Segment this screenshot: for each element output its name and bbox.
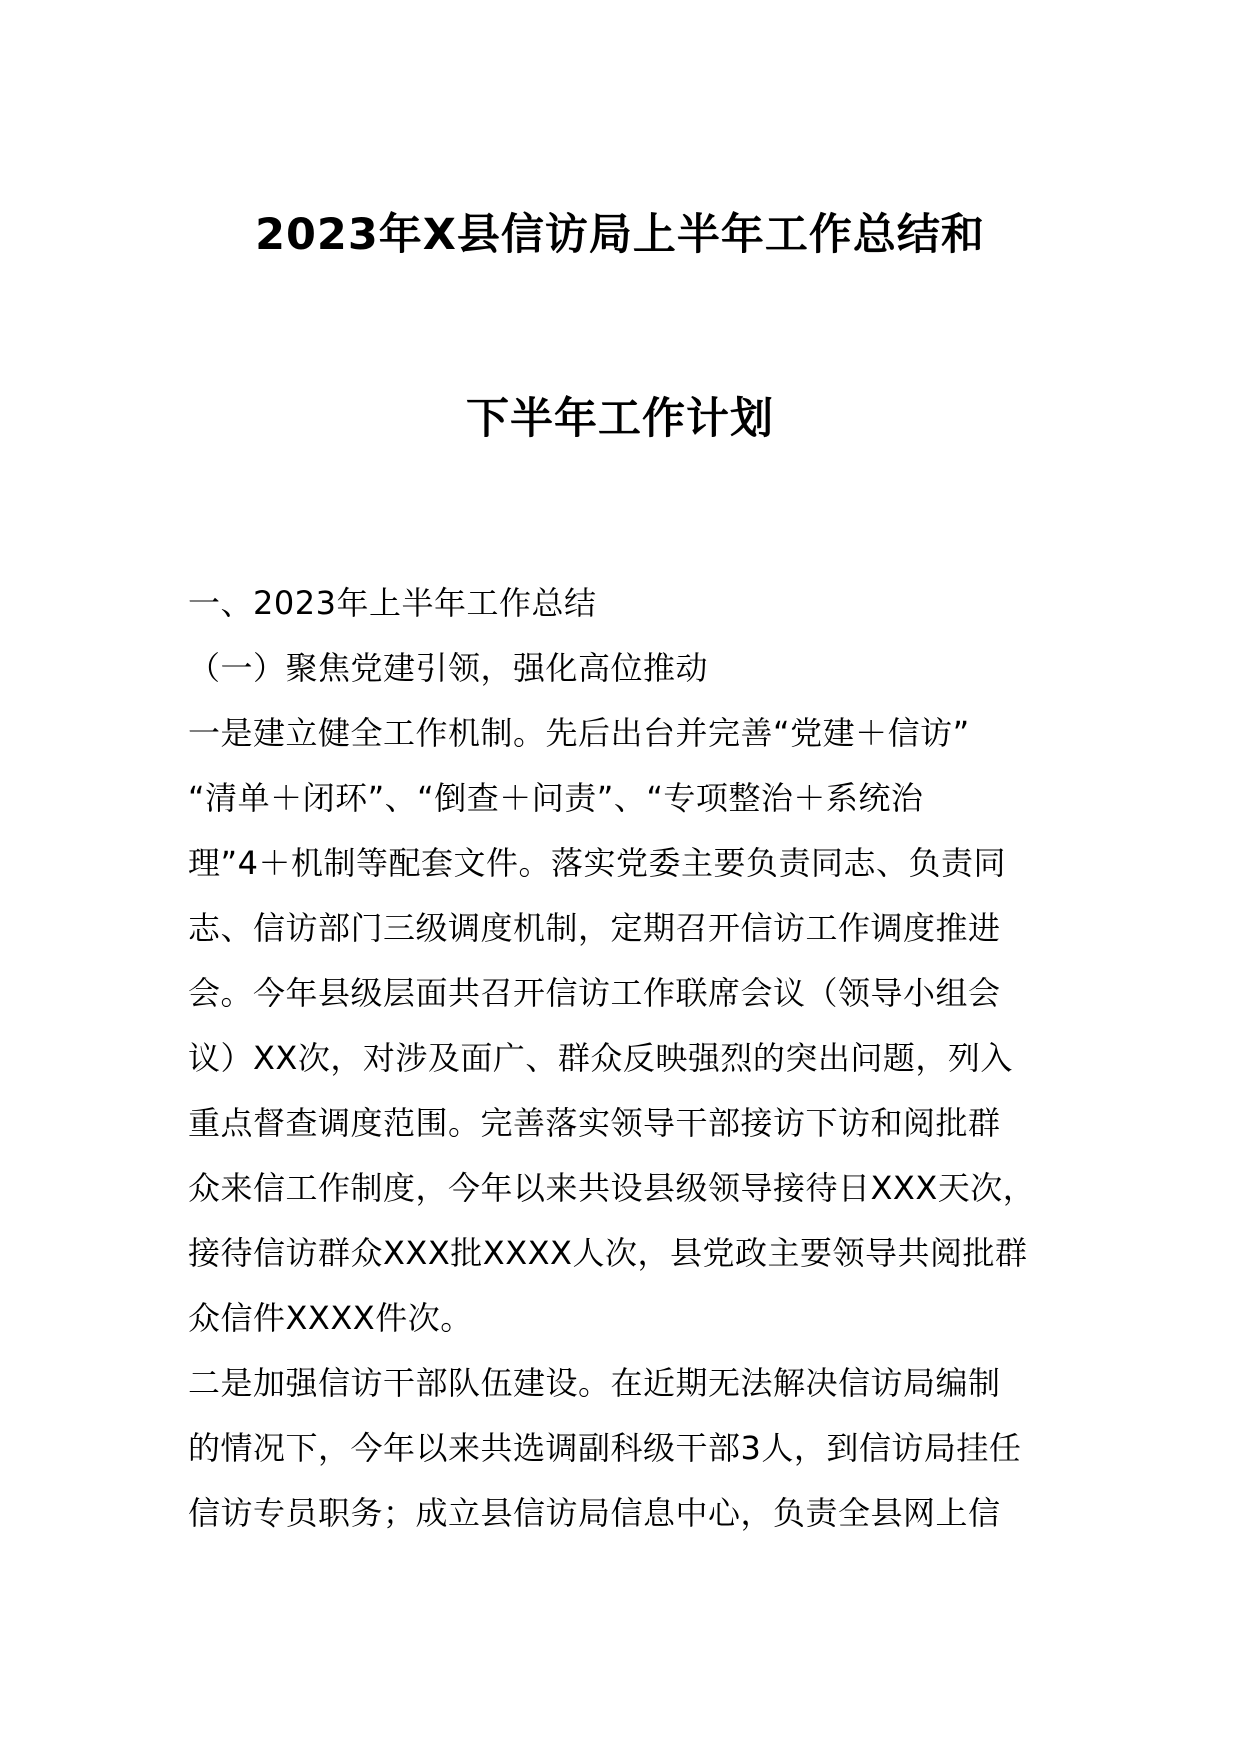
body-text-line: 众信件XXXX件次。 bbox=[188, 1299, 473, 1337]
section-heading: 一、2023年上半年工作总结 bbox=[188, 584, 597, 622]
body-text-line: 会。今年县级层面共召开信访工作联席会议（领导小组会 bbox=[188, 974, 1001, 1012]
body-text-line: 重点督查调度范围。完善落实领导干部接访下访和阅批群 bbox=[188, 1104, 1001, 1142]
document-title-line-2: 下半年工作计划 bbox=[466, 394, 774, 444]
document-title-line-1: 2023年X县信访局上半年工作总结和 bbox=[255, 210, 985, 260]
subsection-heading: （一）聚焦党建引领，强化高位推动 bbox=[188, 649, 709, 687]
body-text-line: 众来信工作制度，今年以来共设县级领导接待日XXX天次， bbox=[188, 1169, 1036, 1207]
body-text-line: “清单＋闭环”、“倒查＋问责”、“专项整治＋系统治 bbox=[188, 779, 924, 817]
body-text-line: 议）XX次，对涉及面广、群众反映强烈的突出问题，列入 bbox=[188, 1039, 1013, 1077]
body-text-line: 的情况下，今年以来共选调副科级干部3人，到信访局挂任 bbox=[188, 1429, 1022, 1467]
body-text-line: 一是建立健全工作机制。先后出台并完善“党建＋信访” bbox=[188, 714, 970, 752]
body-text-line: 理”4＋机制等配套文件。落实党委主要负责同志、负责同 bbox=[188, 844, 1006, 882]
body-text-line: 志、信访部门三级调度机制，定期召开信访工作调度推进 bbox=[188, 909, 1001, 947]
body-text-line: 接待信访群众XXX批XXXX人次，县党政主要领导共阅批群 bbox=[188, 1234, 1028, 1272]
body-text-line: 信访专员职务；成立县信访局信息中心，负责全县网上信 bbox=[188, 1494, 1001, 1532]
body-text-line: 二是加强信访干部队伍建设。在近期无法解决信访局编制 bbox=[188, 1364, 1001, 1402]
